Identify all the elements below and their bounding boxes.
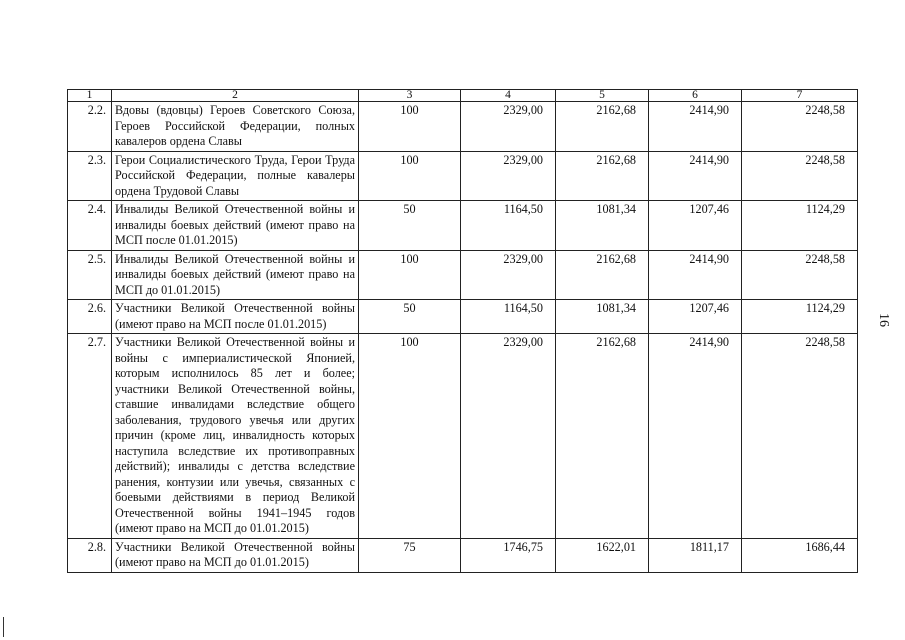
column-6-cell: 1811,17 [649, 538, 742, 572]
description-cell: Инвалиды Великой Отечественной войны и инвалиды боевых действий (имеют право на МСП до 01.01.2015) [112, 250, 359, 300]
column-6-cell: 2414,90 [649, 334, 742, 539]
column-6-cell: 1207,46 [649, 300, 742, 334]
table-row [68, 201, 858, 251]
column-3-cell: 100 [359, 102, 461, 152]
page-number: 16 [876, 313, 891, 327]
table-row [68, 250, 858, 300]
column-3-cell: 100 [359, 334, 461, 539]
column-header-2: 2 [112, 90, 359, 102]
row-number-cell: 2.4. [68, 201, 112, 251]
column-3-cell: 50 [359, 201, 461, 251]
column-3-cell: 100 [359, 151, 461, 201]
column-6-cell: 1207,46 [649, 201, 742, 251]
row-number-cell: 2.6. [68, 300, 112, 334]
column-header-6: 6 [649, 90, 742, 102]
description-cell: Герои Социалистического Труда, Герои Труда Российской Федерации, полные кавалеры ордена Трудовой Славы [112, 151, 359, 201]
column-header-7: 7 [742, 90, 858, 102]
header-row [68, 90, 858, 102]
column-header-4: 4 [461, 90, 556, 102]
table-row [68, 102, 858, 152]
table-row [68, 300, 858, 334]
column-4-cell: 1746,75 [461, 538, 556, 572]
column-4-cell: 2329,00 [461, 334, 556, 539]
description-cell: Участники Великой Отечественной войны (имеют право на МСП до 01.01.2015) [112, 538, 359, 572]
column-header-1: 1 [68, 90, 112, 102]
column-4-cell: 1164,50 [461, 201, 556, 251]
column-6-cell: 2414,90 [649, 250, 742, 300]
column-6-cell: 2414,90 [649, 151, 742, 201]
row-number-cell: 2.2. [68, 102, 112, 152]
column-5-cell: 2162,68 [556, 250, 649, 300]
column-header-5: 5 [556, 90, 649, 102]
column-4-cell: 2329,00 [461, 151, 556, 201]
row-number-cell: 2.5. [68, 250, 112, 300]
table-row [68, 151, 858, 201]
column-3-cell: 75 [359, 538, 461, 572]
column-3-cell: 100 [359, 250, 461, 300]
column-7-cell: 2248,58 [742, 334, 858, 539]
description-cell: Участники Великой Отечественной войны и войны с империалистической Японией, которым исполнилось 85 лет и более; участники Великой Отечественной войны, ставшие инвалидами вследствие общего заболевания, трудового увечья или других причин (кроме лиц, инвалидность которых наступила вследствие их противоправных действий); инвалиды с детства вследствие ранения, контузии или увечья, связанных с боевыми действиями в период Великой Отечественной войны 1941–1945 годов (имеют право на МСП до 01.01.2015) [112, 334, 359, 539]
row-number-cell: 2.7. [68, 334, 112, 539]
data-table [67, 89, 858, 573]
description-cell: Вдовы (вдовцы) Героев Советского Союза, Героев Российской Федерации, полных кавалеров ордена Славы [112, 102, 359, 152]
column-5-cell: 1081,34 [556, 201, 649, 251]
column-7-cell: 2248,58 [742, 151, 858, 201]
column-5-cell: 2162,68 [556, 102, 649, 152]
column-7-cell: 1124,29 [742, 300, 858, 334]
row-number-cell: 2.3. [68, 151, 112, 201]
description-cell: Инвалиды Великой Отечественной войны и инвалиды боевых действий (имеют право на МСП после 01.01.2015) [112, 201, 359, 251]
column-4-cell: 2329,00 [461, 102, 556, 152]
row-number-cell: 2.8. [68, 538, 112, 572]
description-cell: Участники Великой Отечественной войны (имеют право на МСП после 01.01.2015) [112, 300, 359, 334]
column-6-cell: 2414,90 [649, 102, 742, 152]
table-row [68, 334, 858, 539]
column-5-cell: 2162,68 [556, 334, 649, 539]
column-4-cell: 2329,00 [461, 250, 556, 300]
column-7-cell: 2248,58 [742, 250, 858, 300]
column-5-cell: 1622,01 [556, 538, 649, 572]
column-4-cell: 1164,50 [461, 300, 556, 334]
column-header-3: 3 [359, 90, 461, 102]
column-7-cell: 1686,44 [742, 538, 858, 572]
margin-mark [3, 617, 4, 637]
column-3-cell: 50 [359, 300, 461, 334]
table-body [68, 90, 858, 573]
column-7-cell: 1124,29 [742, 201, 858, 251]
column-7-cell: 2248,58 [742, 102, 858, 152]
column-5-cell: 2162,68 [556, 151, 649, 201]
column-5-cell: 1081,34 [556, 300, 649, 334]
table-row [68, 538, 858, 572]
